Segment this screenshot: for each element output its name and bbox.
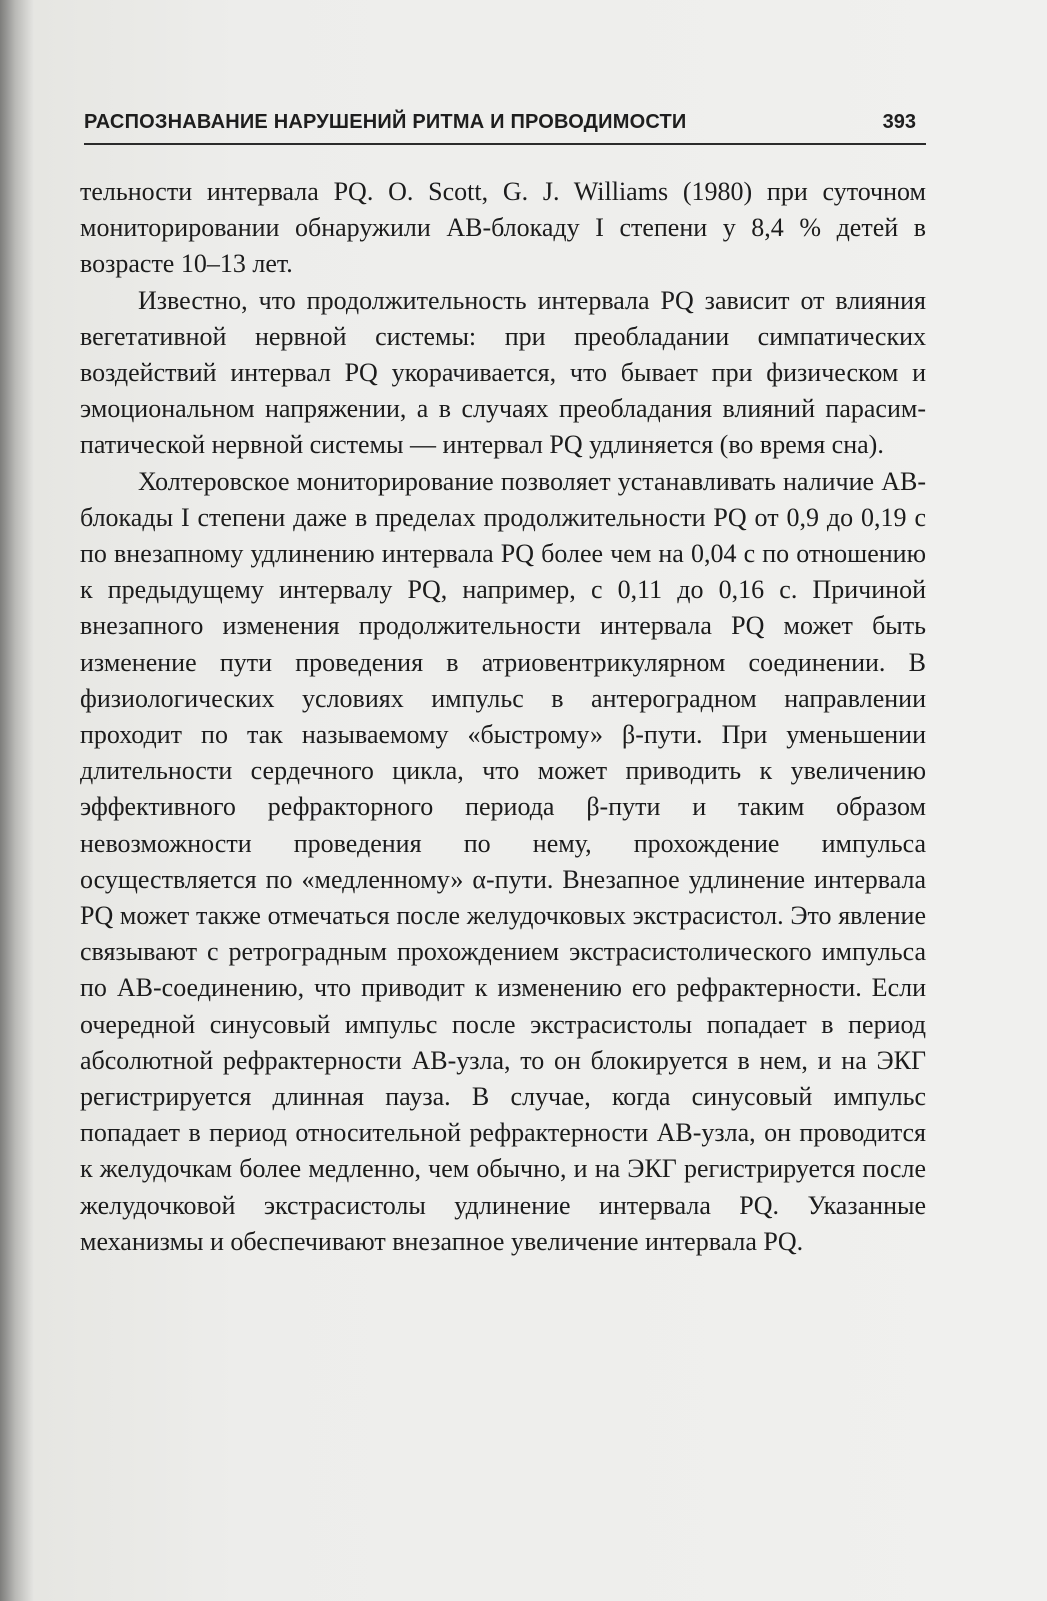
paragraph-pq-autonomic: Известно, что продолжительность интервала PQ зависит от влияния вегетативной нервной системы: при преобладании симпатических воздействий интервал PQ укорачивается, что бывает при физическом и эмоциональном напряжении, а в случаях преобладания влияний парасимпатической нервной системы — интервал PQ удлиняется (во время сна).: [80, 285, 926, 460]
body-text: [80, 174, 926, 1260]
running-title: РАСПОЗНАВАНИЕ НАРУШЕНИЙ РИТМА И ПРОВОДИМОСТИ: [84, 111, 687, 133]
paragraph-holter-monitoring: Холтеровское мониторирование позволяет устанавливать наличие АВ-блокады I степени даже в пределах продолжительности PQ от 0,9 до 0,19 с по внезапному удлинению интервала PQ более чем на 0,04 с по отношению к предыдущему интервалу PQ, например, с 0,11 до 0,16 с. Причиной внезапного изменения продолжительности интервала PQ может быть изменение пути проведения в атриовентрикулярном соединении. В физиологических условиях импульс в антероградном направлении проходит по так называемому «быстрому» β-пути. При уменьшении длительности сердечного цикла, что может приводить к увеличению эффективного рефракторного периода β-пути и таким образом невозможности проведения по нему, прохождение импульса осуществляется по «медленному» α-пути. Внезапное удлинение интервала PQ может также отмечаться после желудочковых экстрасистол. Это явление связывают с ретроградным прохождением экстрасистолического импульса по АВ-соединению, что приводит к изменению его рефрактерности. Если очередной синусовый импульс после экстрасистолы попадает в период абсолютной рефрактерности АВ-узла, то он блокируется в нем, и на ЭКГ регистрируется длинная пауза. В случае, когда синусовый импульс попадает в период относительной рефрактерности АВ-узла, он проводится к желудочкам более медленно, чем обычно, и на ЭКГ регистрируется после желудочковой экстрасистолы удлинение интервала PQ. Указанные механизмы и обеспечивают внезапное увеличение интервала PQ.: [80, 466, 926, 1256]
running-header: [84, 103, 926, 145]
page-number: 393: [882, 111, 916, 133]
paragraph-continuation: тельности интервала PQ. O. Scott, G. J. Williams (1980) при суточном мониторировании обнаружили АВ-блокаду I степени у 8,4 % детей в возрасте 10–13 лет.: [80, 177, 926, 279]
spine-shadow: [0, 0, 34, 1601]
